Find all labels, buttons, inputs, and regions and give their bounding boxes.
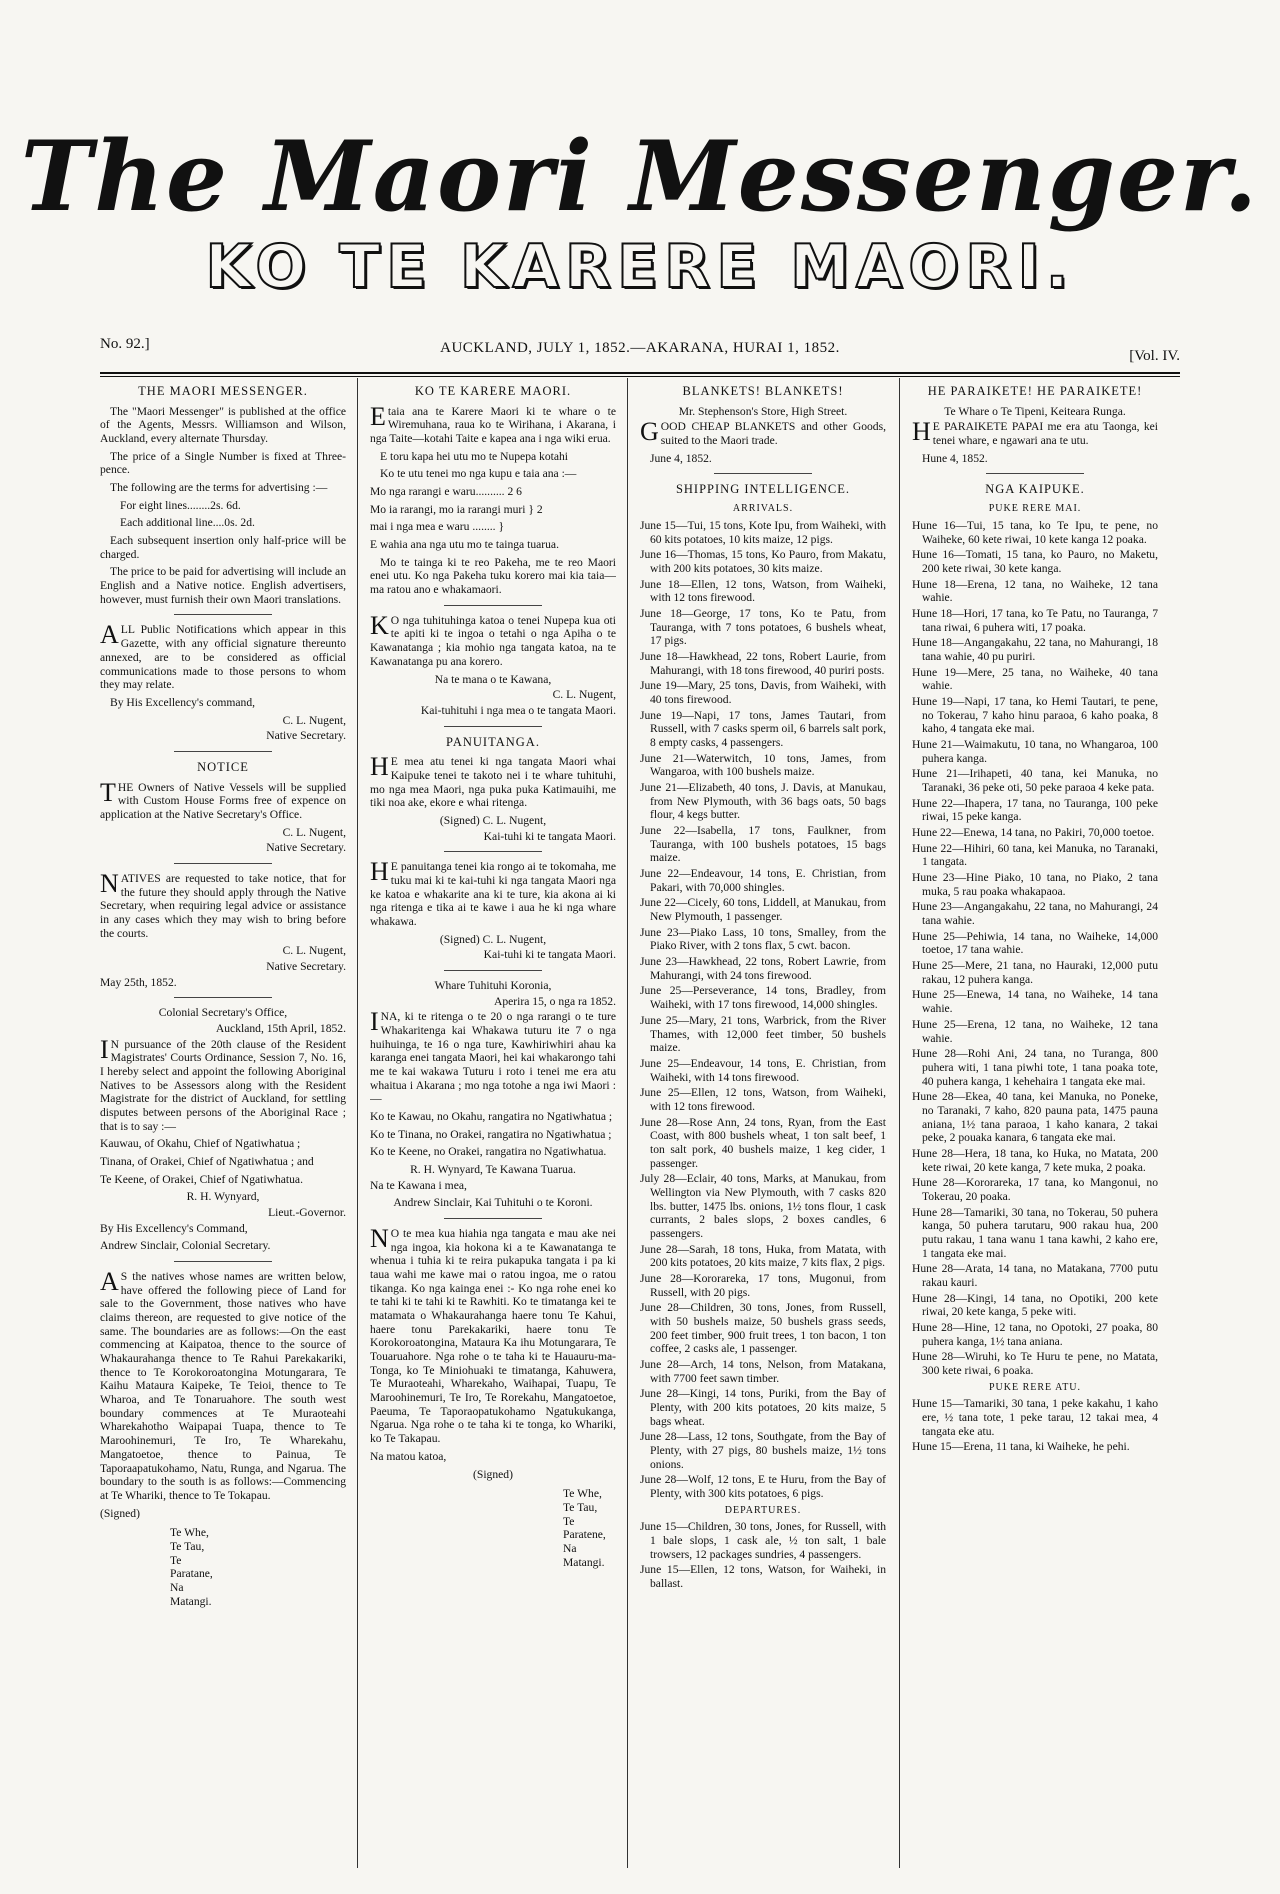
arrivals-label: PUKE RERE MAI. xyxy=(988,503,1082,515)
column-3 xyxy=(640,380,886,1880)
arrivals-list xyxy=(640,519,886,1501)
signers xyxy=(100,1526,346,1608)
shipping-entry: Hune 25—Pehiwia, 14 tana, no Waiheke, 14,000 toetoe, 17 tana wahie. xyxy=(912,929,1158,957)
shipping-entry: June 19—Mary, 25 tons, Davis, from Waiheki, with 40 tons firewood. xyxy=(640,679,886,707)
header-rule-thin xyxy=(100,376,1180,377)
rate-line: Mo ia rarangi, mo ia rarangi muri } 2 xyxy=(370,502,543,516)
divider xyxy=(986,473,1084,474)
departures-label: PUKE RERE ATU. xyxy=(988,1381,1082,1393)
masthead-title: The Maori Messenger. xyxy=(20,120,1260,233)
date-line: May 25th, 1852. xyxy=(100,975,177,989)
shipping-entry: Hune 28—Arata, 14 tana, no Matakana, 7700 putu rakau kauri. xyxy=(912,1262,1158,1289)
column-rule xyxy=(899,378,900,1868)
column-2 xyxy=(370,380,616,1880)
column-1 xyxy=(100,380,346,1880)
signer: Na Matangi. xyxy=(563,1541,605,1569)
paragraph: Ko te utu tenei mo nga kupu e taia ana :— xyxy=(380,467,577,481)
signature: R. H. Wynyard, Te Kawana Tuarua. xyxy=(410,1163,576,1177)
column-heading: HE PARAIKETE! HE PARAIKETE! xyxy=(927,384,1143,398)
column-4 xyxy=(912,380,1158,1880)
shipping-entry: Hune 25—Erena, 12 tana, no Waiheke, 12 tana wahie. xyxy=(912,1017,1158,1045)
signature-title: Kai-tuhi ki te tangata Maori. xyxy=(483,829,616,843)
issue-number: No. 92.] xyxy=(100,336,150,352)
signature-title: Native Secretary. xyxy=(266,841,346,855)
divider xyxy=(444,605,542,606)
shipping-entry: June 19—Napi, 17 tons, James Tautari, from Russell, with 7 casks sperm oil, 6 barrels salt pork, 8 empty casks, 4 passengers. xyxy=(640,708,886,750)
departures-list xyxy=(912,1397,1158,1454)
shipping-entry: Hune 18—Erena, 12 tana, no Waiheke, 12 tana wahie. xyxy=(912,577,1158,605)
signature: R. H. Wynyard, xyxy=(186,1190,260,1204)
signature: C. L. Nugent, xyxy=(282,944,346,958)
shipping-entry: Hune 18—Hori, 17 tana, ko Te Patu, no Tauranga, 7 tana riwai, 6 puhera witi, 17 poaka. xyxy=(912,607,1158,634)
signature: (Signed) C. L. Nugent, xyxy=(439,813,547,827)
signature-title: Kai-tuhi ki te tangata Maori. xyxy=(483,948,616,962)
shipping-entry: June 21—Elizabeth, 40 tons, J. Davis, at Manukau, from New Plymouth, with 36 bags oats, 50 bags flour, 4 kegs butter. xyxy=(640,781,886,822)
arrivals-label: ARRIVALS. xyxy=(732,503,794,515)
date-line: June 4, 1852. xyxy=(650,451,712,465)
store-line: Te Whare o Te Tipeni, Keiteara Runga. xyxy=(944,404,1126,418)
shipping-entry: June 28—Children, 30 tons, Jones, from Russell, with 50 bushels maize, 50 bushels grass seeds, 200 feet timber, 900 fruit trees, 1 ton bacon, 1 ton coffee, 2 casks ale, 1 passenger. xyxy=(640,1301,886,1356)
shipping-entry: June 28—Wolf, 12 tons, E te Huru, from the Bay of Plenty, with 300 kits potatoes, 6 pigs. xyxy=(640,1473,886,1500)
assessor: Ko te Tinana, no Orakei, rangatira no Ngatiwhatua ; xyxy=(370,1127,612,1141)
shipping-entry: June 15—Children, 30 tons, Jones, for Russell, with 1 bale slops, 1 cask ale, ½ ton salt, 1 bale trowsers, 12 packages sundries, 4 passengers. xyxy=(640,1520,886,1561)
paragraph: AS the natives whose names are written below, have offered the following piece of Land for sale to the Government, those natives who have claims thereon, are requested to give notice of the same. The boundaries are as follows:—On the east commencing at Kaipatoa, thence to the source of Whakaurahanga thence to Te Rahui Parekakariki, thence to Te Korokoroatongina Motungarara, Te Kaihu Mataura Kaipeke, Te Teioi, thence to Te Wharoa, and Te Tonaruahore. The south west boundary commences at Te Muraoteahi Wharekahotho Waipapai Tuapa, thence to Te Maroohinemuri, Te Iro, Te Wharekahu, Mangatoetoe, thence to Painua, Te Taporaapatukohamo, Natu, Runga, and Ngarua. The boundary to the south is as follows:—Commencing at Te Whariki, thence to Te Tokapau. xyxy=(100,1267,346,1502)
rate-line: Mo nga rarangi e waru.......... 2 6 xyxy=(370,485,522,499)
paragraph: GOOD CHEAP BLANKETS and other Goods, suited to the Maori trade. xyxy=(640,417,886,448)
paragraph: Na te Kawana i mea, xyxy=(370,1178,467,1192)
office-date: Aperira 15, o nga ra 1852. xyxy=(493,994,616,1008)
paragraph: IN pursuance of the 20th clause of the Resident Magistrates' Courts Ordinance, Session 7, No. 16, I hereby select and appoint the following Aboriginal Natives to be Assessors along with the Resident Magistrate for the district of Auckland, for settling disputes between persons of the Aboriginal Race ; that is to say :— xyxy=(100,1034,346,1133)
divider xyxy=(174,614,272,615)
column-heading: BLANKETS! BLANKETS! xyxy=(682,384,844,398)
shipping-entry: June 23—Piako Lass, 10 tons, Smalley, from the Piako River, with 2 tons flax, 5 cwt. bacon. xyxy=(640,925,886,953)
assessor: Te Keene, of Orakei, Chief of Ngatiwhatua. xyxy=(100,1172,303,1186)
signature: (Signed) C. L. Nugent, xyxy=(439,932,547,946)
rate-line: For eight lines........2s. 6d. xyxy=(120,498,241,512)
signature: C. L. Nugent, xyxy=(282,713,346,727)
assessor: Kauwau, of Okahu, Chief of Ngatiwhatua ; xyxy=(100,1137,301,1151)
paragraph: NO te mea kua hiahia nga tangata e mau ake nei nga ingoa, kia hokona ki a te Kawanatanga te whenua i tuhia ki te reira pukapuka tangata i pa ki taua wahi me kawe mai o ratou ingoa, me o ratou tikanga. Ko nga kainga enei :- Ko nga rohe enei ko te tahi ki te tahi ki te Rawhiti. Ko te timatanga kei te matamata o Whakaurahanga haere tonu Te Kahui, haere tonu Parekakariki, haere tonu Te Korokoroatongina, Mataura Ka ihu Motungarara, Te Touaruahore. Nga rohe o te taha ki te Hauauru-ma-Tonga, ko Te Miniohuaki te timatanga, Kahuwera, Te Muraoteahi, Wharekaho, Waihapai, Tuapu, Te Maroohinemuri, Te Iro, Te Rorekahu, Mangatoetoe, Paeuma, Te Taporaopatukohamo Ngatukukanga, Ngarua. Nga rohe o te taha ki te tonga, ko Whariki, ko Te Takapau. xyxy=(370,1224,616,1446)
shipping-entry: June 28—Kingi, 14 tons, Puriki, from the Bay of Plenty, with 200 kits potatoes, 20 kits maize, 5 bags wheat. xyxy=(640,1387,886,1428)
rate-line: Each additional line....0s. 2d. xyxy=(120,516,255,530)
paragraph: Na matou katoa, xyxy=(370,1449,447,1463)
paragraph: THE Owners of Native Vessels will be supplied with Custom House Forms free of expence on application at the Native Secretary's Office. xyxy=(100,777,346,821)
paragraph: HE panuitanga tenei kia rongo ai te tokomaha, me tuku mai ki te kai-tuhi ki nga tangata Maori nga ke katoa e whakarite ana ki te ture, kia akona ai ki nga ritenga e tika ai te kawe i aua he ki nga whare whakawa. xyxy=(370,857,616,928)
paragraph: HE mea atu tenei ki nga tangata Maori whai Kaipuke tenei te takoto nei i te whare tuhituhi, mo nga mea Maori, nga puka puka Katimauihi, me tiki noa ake, ekore e whai ritenga. xyxy=(370,752,616,810)
paragraph: By His Excellency's Command, xyxy=(100,1221,248,1235)
paragraph: ALL Public Notifications which appear in this Gazette, with any official signature thereunto annexed, are to be considered as official communications made to those persons to whom they may relate. xyxy=(100,620,346,692)
column-rule xyxy=(627,378,628,1868)
shipping-entry: Hune 22—Hihiri, 60 tana, kei Manuka, no Taranaki, 1 tangata. xyxy=(912,841,1158,869)
office-date: Auckland, 15th April, 1852. xyxy=(215,1022,346,1036)
signature-title: Kai-tuhituhi i nga mea o te tangata Maori. xyxy=(420,703,616,717)
divider xyxy=(444,726,542,727)
shipping-entry: June 15—Tui, 15 tons, Kote Ipu, from Waiheki, with 60 kits potatoes, 10 kits maize, 12 pigs. xyxy=(640,518,886,546)
paragraph: The price to be paid for advertising will include an English and a Native notice. English advertisers, however, must furnish their own Maori translations. xyxy=(100,565,346,606)
signers xyxy=(370,1487,616,1569)
divider xyxy=(174,863,272,864)
signer: Te Paratane, xyxy=(170,1553,213,1581)
signature: C. L. Nugent, xyxy=(282,825,346,839)
column-heading: THE MAORI MESSENGER. xyxy=(138,384,308,398)
signer: Te Tau, xyxy=(170,1539,205,1553)
shipping-entry: Hune 28—Wiruhi, ko Te Huru te pene, no Matata, 300 kete riwai, 6 poaka. xyxy=(912,1350,1158,1377)
signed-label: (Signed) xyxy=(100,1506,140,1520)
column-heading: KO TE KARERE MAORI. xyxy=(414,384,572,398)
shipping-entry: July 28—Eclair, 40 tons, Marks, at Manukau, from Wellington via New Plymouth, with 7 casks 820 lbs. butter, 1475 lbs. onions, 1½ tons flour, 1 cask currants, 2 bales slops, 2 boxes candles, 6 passengers. xyxy=(640,1172,886,1240)
shipping-entry: Hune 23—Angangakahu, 22 tana, no Mahurangi, 24 tana wahie. xyxy=(912,900,1158,928)
signature-title: Native Secretary. xyxy=(266,960,346,973)
shipping-entry: June 21—Waterwitch, 10 tons, James, from Wangaroa, with 100 bushels maize. xyxy=(640,751,886,779)
signature: C. L. Nugent, xyxy=(552,688,616,702)
shipping-entry: June 18—George, 17 tons, Ko te Patu, from Tauranga, with 7 tons potatoes, 6 bushels wheat, 17 pigs. xyxy=(640,607,886,648)
paragraph: The following are the terms for advertising :— xyxy=(110,481,328,495)
shipping-entry: Hune 28—Kingi, 14 tana, no Opotiki, 200 kete riwai, 20 kete kanga, 5 peke witi. xyxy=(912,1291,1158,1319)
shipping-entry: Hune 28—Kororareka, 17 tana, ko Mangonui, no Tokerau, 20 poaka. xyxy=(912,1176,1158,1203)
shipping-entry: Hune 28—Tamariki, 30 tana, no Tokerau, 50 puhera kanga, 50 puhera tarutaru, 900 rakau hua, 200 putu rakau, 1 tana wanu 1 tana kawhi, 2 kaho ere, 1 tangata eke mai. xyxy=(912,1205,1158,1260)
divider xyxy=(174,997,272,998)
shipping-entry: Hune 28—Hera, 18 tana, ko Huka, no Matata, 200 kete riwai, 20 kete kanga, 7 kete muka, 2 poaka. xyxy=(912,1146,1158,1174)
shipping-entry: Hune 28—Hine, 12 tana, no Opotoki, 27 poaka, 80 puhera kanga, 1½ tana aniana. xyxy=(912,1320,1158,1348)
divider xyxy=(444,970,542,971)
departures-label: DEPARTURES. xyxy=(724,1504,802,1516)
shipping-entry: Hune 21—Waimakutu, 10 tana, no Whangaroa, 100 puhera kanga. xyxy=(912,738,1158,765)
shipping-entry: June 25—Endeavour, 14 tons, E. Christian, from Waiheki, with 14 tons firewood. xyxy=(640,1056,886,1084)
assessor: Ko te Keene, no Orakei, rangatira no Ngatiwhatua. xyxy=(370,1145,607,1159)
shipping-entry: Hune 25—Mere, 21 tana, no Hauraki, 12,000 putu rakau, 12 puhera kanga. xyxy=(912,959,1158,986)
signer: Te Whe, xyxy=(170,1526,209,1540)
shipping-entry: Hune 16—Tui, 15 tana, ko Te Ipu, te pene, no Waiheke, 60 kete riwai, 10 kete kanga 12 poaka. xyxy=(912,518,1158,546)
shipping-entry: June 28—Arch, 14 tons, Nelson, from Matakana, with 7700 feet sawn timber. xyxy=(640,1357,886,1385)
shipping-entry: June 22—Isabella, 17 tons, Faulkner, from Tauranga, with 100 bushels potatoes, 15 bags maize. xyxy=(640,824,886,865)
departures-list xyxy=(640,1520,886,1590)
column-rule xyxy=(357,378,358,1868)
divider xyxy=(714,473,812,474)
arrivals-list xyxy=(912,519,1158,1378)
signer: Te Paratene, xyxy=(563,1514,606,1542)
notice-heading: NOTICE xyxy=(197,759,249,774)
divider xyxy=(444,1218,542,1219)
paragraph: Mo te tainga ki te reo Pakeha, me te reo Maori enei utu. Ko nga Pakeha tuku korero mai kia taia—ma ratou ano e whakamaori. xyxy=(370,555,616,597)
masthead-subtitle: KO TE KARERE MAORI. xyxy=(205,232,1075,302)
shipping-entry: Hune 25—Enewa, 14 tana, no Waiheke, 14 tana wahie. xyxy=(912,988,1158,1016)
paragraph: Each subsequent insertion only half-price will be charged. xyxy=(100,534,346,561)
shipping-entry: Hune 28—Rohi Ani, 24 tana, no Turanga, 800 puhera witi, 1 tana piwhi tote, 1 tana poaka tote, 40 puhera kanga, 1 kehehaira 1 tangata eke mai. xyxy=(912,1047,1158,1088)
shipping-entry: Hune 19—Napi, 17 tana, ko Hemi Tautari, te pene, no Tokerau, 7 kaho hinu paraoa, 6 kaho poaka, 8 kaho, 4 tangata eke mai. xyxy=(912,695,1158,736)
shipping-entry: June 25—Ellen, 12 tons, Watson, from Waiheki, with 12 tons firewood. xyxy=(640,1086,886,1113)
signature: Andrew Sinclair, Colonial Secretary. xyxy=(100,1239,271,1253)
shipping-entry: June 28—Kororareka, 17 tons, Mugonui, from Russell, with 20 pigs. xyxy=(640,1271,886,1299)
paragraph: Na te mana o te Kawana, xyxy=(434,672,552,686)
shipping-entry: June 18—Ellen, 12 tons, Watson, from Waiheki, with 12 tons firewood. xyxy=(640,577,886,605)
divider xyxy=(174,1261,272,1262)
shipping-entry: June 28—Rose Ann, 24 tons, Ryan, from the East Coast, with 800 bushels wheat, 1 ton salt beef, 1 ton salt pork, 40 bushels maize, 1 keg cider, 1 passenger. xyxy=(640,1115,886,1170)
signature-title: Native Secretary. xyxy=(266,729,346,743)
shipping-entry: Hune 15—Erena, 11 tana, ki Waiheke, he pehi. xyxy=(912,1440,1130,1454)
signer: Te Tau, xyxy=(563,1500,598,1514)
signer: Na Matangi. xyxy=(170,1580,212,1608)
shipping-entry: Hune 23—Hine Piako, 10 tana, no Piako, 2 tana muka, 5 rau poaka whakapaoa. xyxy=(912,871,1158,898)
paragraph: E toru kapa hei utu mo te Nupepa kotahi xyxy=(380,449,569,463)
office-line: Colonial Secretary's Office, xyxy=(158,1006,288,1020)
signature-title: Lieut.-Governor. xyxy=(268,1206,346,1220)
assessor: Ko te Kawau, no Okahu, rangatira no Ngatiwhatua ; xyxy=(370,1110,613,1124)
shipping-heading: SHIPPING INTELLIGENCE. xyxy=(675,482,851,497)
paragraph: The "Maori Messenger" is published at the office of the Agents, Messrs. Williamson and Wilson, Auckland, every alternate Thursday. xyxy=(100,404,346,446)
paragraph: E wahia ana nga utu mo te tainga tuarua. xyxy=(370,538,559,552)
panui-heading: PANUITANGA. xyxy=(446,734,540,749)
shipping-entry: June 28—Lass, 12 tons, Southgate, from the Bay of Plenty, with 27 pigs, 80 bushels maize, 1½ tons onions. xyxy=(640,1430,886,1471)
shipping-entry: June 23—Hawkhead, 22 tons, Robert Lawrie, from Mahurangi, with 24 tons firewood. xyxy=(640,955,886,982)
issue-date: AUCKLAND, JULY 1, 1852.—AKARANA, HURAI 1, 1852. xyxy=(440,340,840,356)
shipping-entry: June 22—Cicely, 60 tons, Liddell, at Manukau, from New Plymouth, 1 passenger. xyxy=(640,896,886,924)
rate-line: mai i nga mea e waru ........ } xyxy=(370,520,505,534)
store-line: Mr. Stephenson's Store, High Street. xyxy=(678,404,848,418)
assessor: Tinana, of Orakei, Chief of Ngatiwhatua ; and xyxy=(100,1155,314,1169)
shipping-entry: Hune 15—Tamariki, 30 tana, 1 peke kakahu, 1 kaho ere, ½ tana tote, 1 peke tarau, 12 takai mea, 4 tangata eke atu. xyxy=(912,1397,1158,1438)
paragraph: HE PARAIKETE PAPAI me era atu Taonga, kei tenei whare, e ngawari ana te utu. xyxy=(912,417,1158,448)
office-line: Whare Tuhituhi Koronia, xyxy=(434,979,552,992)
shipping-entry: June 18—Hawkhead, 22 tons, Robert Laurie, from Mahurangi, with 18 tons firewood, 40 puriri posts. xyxy=(640,650,886,677)
shipping-entry: Hune 28—Ekea, 40 tana, kei Manuka, no Poneke, no Taranaki, 7 kaho, 820 pauna pata, 1475 pauna aniana, 1½ tana paraoa, 1 kaho kanara, 2 takai peke, 2 pouaka kanara, 6 tangata eke mai. xyxy=(912,1090,1158,1145)
date-line: Hune 4, 1852. xyxy=(922,451,988,465)
shipping-entry: Hune 19—Mere, 25 tana, no Waiheke, 40 tana wahie. xyxy=(912,665,1158,693)
dateline xyxy=(100,330,1180,366)
shipping-entry: Hune 21—Irihapeti, 40 tana, kei Manuka, no Taranaki, 36 peke oti, 50 peke paraoa 4 keke pata. xyxy=(912,767,1158,795)
signed-label: (Signed) xyxy=(473,1467,513,1481)
paragraph: The price of a Single Number is fixed at Three-pence. xyxy=(100,449,346,477)
signer: Te Whe, xyxy=(563,1487,602,1501)
volume: [Vol. IV. xyxy=(1129,348,1180,364)
shipping-entry: Hune 16—Tomati, 15 tana, ko Pauro, no Maketu, 200 kete riwai, 30 kete kanga. xyxy=(912,548,1158,575)
divider xyxy=(174,751,272,752)
shipping-entry: June 25—Perseverance, 14 tons, Bradley, from Waiheki, with 17 tons firewood, 14,000 shingles. xyxy=(640,984,886,1012)
shipping-entry: June 22—Endeavour, 14 tons, E. Christian, from Pakari, with 70,000 shingles. xyxy=(640,867,886,894)
paragraph: Etaia ana te Karere Maori ki te whare o te Wiremuhana, raua ko te Wirihana, i Akarana, i nga Taite—kotahi Taite e kapea ana i nga wiki erua. xyxy=(370,401,616,446)
paragraph: INA, ki te ritenga o te 20 o nga rarangi o te ture Whakaritenga kai Whakawa tuturu ite 7 o nga huihuinga, te 16 o nga ture, Kawhiriwhiri ahau ka karanga enei tangata Maori, hei kai whakarongo tahi me te kai wakawa Tuturu i roto i tenei me era atu whaitua i Akarana ; mo nga totohe a nga iwi Maori :— xyxy=(370,1007,616,1106)
paragraph: NATIVES are requested to take notice, that for the future they should apply through the Native Secretary, when requiring legal advice or assistance in any cases which they may wish to bring before the courts. xyxy=(100,868,346,940)
shipping-entry: June 25—Mary, 21 tons, Warbrick, from the River Thames, with 12,000 feet timber, 50 bushels maize. xyxy=(640,1013,886,1055)
shipping-entry: Hune 22—Enewa, 14 tana, no Pakiri, 70,000 toetoe. xyxy=(912,826,1155,840)
shipping-entry: Hune 22—Ihapera, 17 tana, no Tauranga, 100 peke riwai, 15 peke kanga. xyxy=(912,796,1158,824)
shipping-entry: June 16—Thomas, 15 tons, Ko Pauro, from Makatu, with 200 kits potatoes, 30 kits maize. xyxy=(640,548,886,575)
paragraph: KO nga tuhituhinga katoa o tenei Nupepa kua oti te apiti ki te ingoa o tetahi o nga Apiha o te Kawanatanga ; kia mohio nga tangata katoa, na te Kawanatanga pu ana korero. xyxy=(370,610,616,668)
kaipuke-heading: NGA KAIPUKE. xyxy=(985,482,1085,497)
paragraph: By His Excellency's command, xyxy=(110,695,256,709)
signature: Andrew Sinclair, Kai Tuhituhi o te Koroni. xyxy=(393,1196,593,1210)
shipping-entry: Hune 18—Angangakahu, 22 tana, no Mahurangi, 18 tana wahie, 40 pu puriri. xyxy=(912,636,1158,664)
shipping-entry: June 28—Sarah, 18 tons, Huka, from Matata, with 200 kits potatoes, 20 kits maize, 7 kits flax, 2 pigs. xyxy=(640,1242,886,1270)
shipping-entry: June 15—Ellen, 12 tons, Watson, for Waiheki, in ballast. xyxy=(640,1563,886,1591)
header-rule xyxy=(100,372,1180,374)
divider xyxy=(444,851,542,852)
